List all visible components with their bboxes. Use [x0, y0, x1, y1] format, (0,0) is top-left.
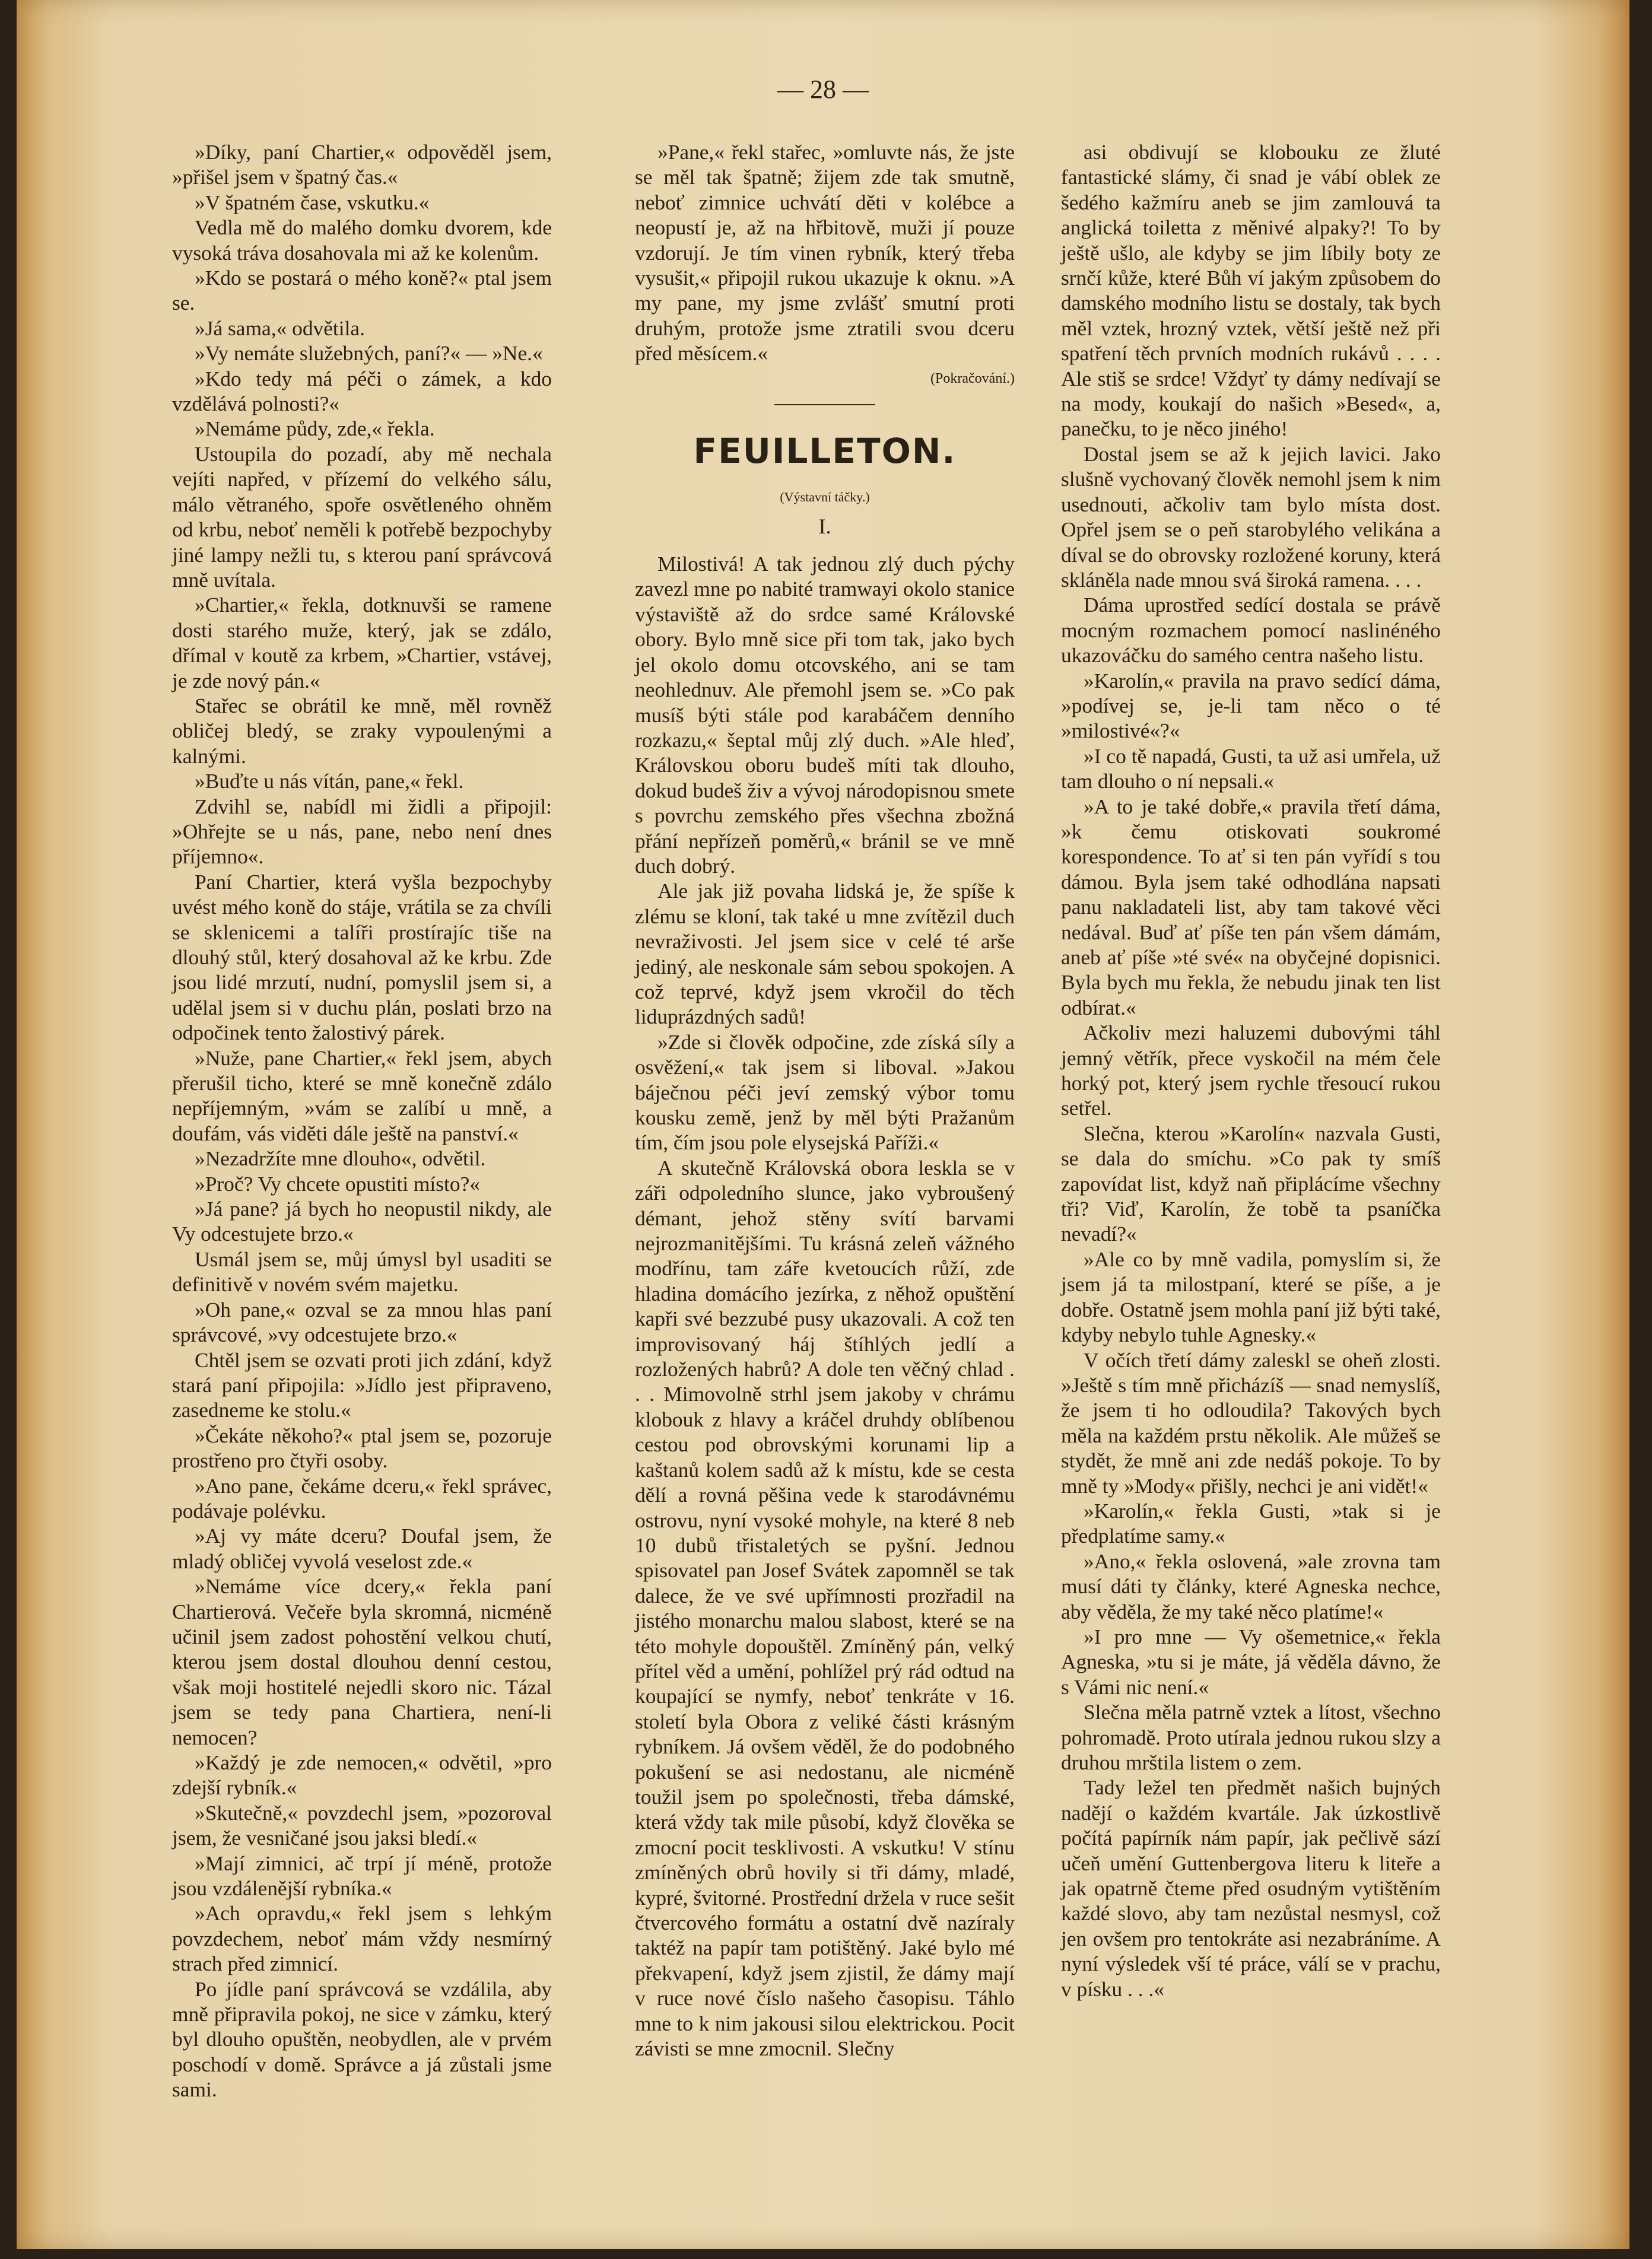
paragraph: »Proč? Vy chcete opustiti místo?«	[195, 1171, 480, 1196]
column-left	[172, 139, 552, 2102]
paragraph: »Skutečně,« povzdechl jsem, »pozoroval jsem, že vesničané jsou jaksi bledí.«	[172, 1800, 552, 1850]
paragraph: »Nemáme půdy, zde,« řekla.	[195, 417, 435, 441]
paragraph: »Chartier,« řekla, dotknuvši se ramene dosti starého muže, který, jak se zdálo, dřímal v koutě za krbem, »Chartier, vstávej, je zde nový pán.«	[172, 593, 552, 692]
paragraph: »Vy nemáte služebných, paní?« — »Ne.«	[195, 341, 543, 366]
feuilleton-body	[635, 551, 1015, 2061]
paragraph: »Kdo se postará o mého koně?« ptal jsem se.	[172, 266, 552, 315]
paragraph: »A to je také dobře,« pravila třetí dáma, »k čemu otiskovati soukromé korespondence. To ať si ten pán vyřídí s tou dámou. Byla jsem také odhodlána napsati panu nakladateli list, aby tam takové věci nedával. Buď ať píše ten pán všem dámám, aneb ať píše »té své« na obyčejné dopisnici. Byla bych mu řekla, že nebudu jinak ten list odbírat.«	[1061, 794, 1441, 1019]
paragraph: »Aj vy máte dceru? Doufal jsem, že mladý obličej vyvolá veselost zde.«	[172, 1524, 552, 1573]
page-number: — 28 —	[777, 75, 869, 104]
paragraph: »Ach opravdu,« řekl jsem s lehkým povzdechem, neboť mám vždy nesmírný strach před zimnicí.	[172, 1901, 552, 1976]
paragraph: Milostivá! A tak jednou zlý duch pýchy zavezl mne po nabité tramwayi okolo stanice výstaviště až do srdce samé Královské obory. Bylo mně sice při tom tak, jako bych jel okolo domu otcovského, ani se tam neohlednuv. Ale přemohl jsem se. »Co pak musíš býti stále pod karabáčem denního rozkazu,« šeptal můj zlý duch. »Ale hleď, Královskou oboru budeš míti tak dlouho, dokud budeš živ a vývoj národopisnou smete s povrchu zemského přes všechna zbožná přání nepřízeň poměrů,« bránil se ve mně duch dobrý.	[635, 552, 1015, 878]
paragraph: »Já sama,« odvětila.	[195, 316, 365, 340]
paragraph: V očích třetí dámy zaleskl se oheň zlosti. »Ještě s tím mně přicházíš — snad nemyslíš, že jsem ti ho odloudila? Takových bych měla na každém prstu několik. Ale můžeš se stydět, že mně ani zde nedáš pokoje. To by mně ty »Mody« přišly, nechci je ani vidět!«	[1061, 1348, 1441, 1498]
continued-note: (Pokračování.)	[930, 370, 1015, 386]
paragraph: A skutečně Královská obora leskla se v záři odpoledního slunce, jako vybroušený démant, jehož stěny svítí barvami nejrozmanitějšími. Tu krásná zeleň vážného modřínu, tam záře kvetoucích růží, zde hladina domácího jezírka, z něhož opuštění kapři své bezzubé pusy ukazovali. A což ten improvisovaný háj štíhlých jedlí a rozložených habrů? A dole ten věčný chlad . . . Mimovolně strhl jsem jakoby v chrámu klobouk z hlavy a kráčel druhdy oblíbenou cestou pod obrovskými korunami lip a kaštanů kolem sadů až k místu, kde se cesta dělí a rovná pěšina vede k starodávnému ostrovu, nyní vysoké mohyle, na které 8 neb 10 dubů třistaletých se pyšní. Jednou spisovatel pan Josef Svátek zapomněl se tak dalece, že ve své upřímnosti prozřadil na jistého monarchu malou slabost, které se na této mohyle dopouštěl. Zmíněný pán, velký přítel věd a umění, pohlížel prý rád odtud na koupající se nymfy, neboť tenkráte v 16. století byla Obora z veliké části krásným rybníkem. Já ovšem věděl, že do podobného pokušení se asi nedostanu, ale nicméně toužil jsem po společnosti, třeba dámské, která vždy tak mile působí, když člověka se zmocní pocit tesklivosti. A vskutku! V stínu zmíněných obrů hovily si tři dámy, mladé, kypré, švitorné. Prostřední držela v ruce sešit čtvercového formátu a ostatní dvě nazíraly taktéž na papír tam potištěný. Jaké bylo mé překvapení, když jsem zjistil, že dámy mají v ruce nové číslo našeho časopisu. Táhlo mne to k nim jakousi silou elektrickou. Pocit závisti se mne zmocnil. Slečny	[635, 1155, 1015, 2061]
feuilleton-heading: FEUILLETON.	[693, 431, 957, 472]
paragraph: Ale jak již povaha lidská je, že spíše k zlému se kloní, tak také u mne zvítězil duch nevraživosti. Jel jsem sice v celé té arše jediný, ale neskonale sám sebou spokojen. A což teprvé, když jsem vkročil do těch liduprázdných sadů!	[635, 879, 1015, 1029]
paragraph: Ustoupila do pozadí, aby mě nechala vejíti napřed, v přízemí do velkého sálu, málo větraného, spoře osvětleného ohněm od krbu, neboť neměli k potřebě bezpochyby jiné lampy nežli tu, s kterou paní správcová mně uvítala.	[172, 441, 552, 592]
newspaper-page	[17, 0, 1629, 2249]
paragraph: »Oh pane,« ozval se za mnou hlas paní správcové, »vy odcestujete brzo.«	[172, 1297, 552, 1347]
paragraph: »Nuže, pane Chartier,« řekl jsem, abych přerušil ticho, které se mně konečně zdálo nepříjemným, »vám se zalíbí u mně, a doufám, vás viděti dále ještě na panství.«	[172, 1046, 552, 1145]
paragraph: Paní Chartier, která vyšla bezpochyby uvést mého koně do stáje, vrátila se za chvíli se sklenicemi a talíři prostírajíc tiše na dlouhý stůl, který dosahoval až ke krbu. Zde jsou lidé mrzutí, nudní, pomyslil jsem si, a udělal jsem si v duchu plán, poslati brzo na odpočinek tento žalostivý párek.	[172, 869, 552, 1045]
section-number: I.	[818, 514, 831, 539]
paragraph: »Já pane? já bych ho neopustil nikdy, ale Vy odcestujete brzo.«	[172, 1197, 552, 1246]
column-middle	[635, 139, 1015, 2061]
paragraph: »V špatném čase, vskutku.«	[195, 190, 430, 214]
feuilleton-subtitle: (Výstavní táčky.)	[780, 490, 870, 505]
paragraph: »Ale co by mně vadila, pomyslím si, že jsem já ta milostpaní, které se píše, a je dobře. Ostatně jsem mohla paní již býti také, kdyby nebylo tuhle Agnesky.«	[1061, 1247, 1441, 1347]
paragraph: »I co tě napadá, Gusti, ta už asi umřela, už tam dlouho o ní nepsali.«	[1061, 744, 1441, 793]
paragraph: »Nezadržíte mne dlouho«, odvětil.	[195, 1146, 486, 1171]
paragraph: »Kdo tedy má péči o zámek, a kdo vzdělává polnosti?«	[172, 366, 552, 416]
column-right	[1061, 139, 1441, 2001]
paragraph: Tady ležel ten předmět našich bujných nadějí o každém kvartále. Jak úzkostlivě počítá papírník nám papír, jak pečlivě sází učeň umění Guttenbergova literu k liteře a jak opatrně čteme před osudným vytištěním každé slovo, aby tam nezůstal nesmysl, což jen ovšem pro tentokráte asi nezabráníme. A nyní výsledek vší té práce, válí se v prachu, v písku . . .«	[1061, 1775, 1441, 2001]
paragraph: »Karolín,« pravila na pravo sedící dáma, »podívej se, je-li tam něco o té »milostivé«?«	[1061, 668, 1441, 743]
paragraph: asi obdivují se klobouku ze žluté fantastické slámy, či snad je vábí oblek ze šedého kažmíru aneb se jim zamlouvá ta anglická toiletta z měnivé alpaky?! To by ještě ušlo, ale kdyby se jim líbily boty ze srnčí kůže, které Bůh ví jakým způsobem do damského modního listu se dostaly, tak bych měl vztek, hrozný vztek, větší ještě než při spatření těch prvních modních rukávů . . . . Ale stiš se srdce! Vždyť ty dámy nedívají se na mody, koukají do našich »Besed«, a, panečku, to je něco jiného!	[1061, 140, 1441, 441]
paragraph: »Každý je zde nemocen,« odvětil, »pro zdejší rybník.«	[172, 1750, 552, 1800]
paragraph: »Díky, paní Chartier,« odpověděl jsem, »přišel jsem v špatný čas.«	[172, 140, 552, 189]
paragraph: »Pane,« řekl stařec, »omluvte nás, že jste se měl tak špatně; žijem zde tak smutně, neboť zimnice uchvátí děti v kolébce a neopustí je, až na hřbitově, muži jí pouze vzdorují. Je tím vinen rybník, který třeba vysušit,« připojil rukou ukazuje k oknu. »A my pane, my jsme zvlášť smutní proti druhým, protože jsme ztratili svou dceru před měsícem.«	[635, 140, 1015, 366]
paragraph: Dáma uprostřed sedící dostala se právě mocným rozmachem pomocí naslinéného ukazováčku do samého centra našeho listu.	[1061, 593, 1441, 668]
paragraph: Po jídle paní správcová se vzdálila, aby mně připravila pokoj, ne sice v zámku, který byl dlouho opuštěn, neobydlen, ale v prvém poschodí v domě. Správce a já zůstali jsme sami.	[172, 1977, 552, 2102]
paragraph: »Buďte u nás vítán, pane,« řekl.	[195, 769, 464, 793]
paragraph: »Ano pane, čekáme dceru,« řekl správec, podávaje polévku.	[172, 1473, 552, 1523]
paragraph: Slečna měla patrně vztek a lítost, všechno pohromadě. Proto utírala jednou rukou slzy a druhou mrštila listem o zem.	[1061, 1700, 1441, 1774]
paragraph: Dostal jsem se až k jejich lavici. Jako slušně vychovaný člověk nemohl jsem k nim usednouti, ačkoliv tam bylo místa dost. Opřel jsem se o peň starobylého velikána a díval se do obrovsky rozložené koruny, která skláněla nade mnou svá široká ramena. . . .	[1061, 441, 1441, 592]
paragraph: Chtěl jsem se ozvati proti jich zdání, když stará paní připojila: »Jídlo jest připraveno, zasedneme ke stolu.«	[172, 1348, 552, 1422]
paragraph: Slečna, kterou »Karolín« nazvala Gusti, se dala do smíchu. »Co pak ty smíš zapovídat list, když naň připlácíme všechny tři? Viď, Karolín, že tobě ta psaníčka nevadí?«	[1061, 1121, 1441, 1246]
paragraph: »Mají zimnici, ač trpí jí méně, protože jsou vzdálenější rybníka.«	[172, 1851, 552, 1901]
paragraph: Ačkoliv mezi haluzemi dubovými táhl jemný větřík, přece vyskočil na mém čele horký pot, který jsem rychle třesoucí rukou setřel.	[1061, 1021, 1441, 1120]
paragraph: »Čekáte někoho?« ptal jsem se, pozoruje prostřeno pro čtyři osoby.	[172, 1423, 552, 1473]
paragraph: »Karolín,« řekla Gusti, »tak si je předplatíme samy.«	[1061, 1498, 1441, 1548]
paragraph: Zdvihl se, nabídl mi židli a připojil: »Ohřejte se u nás, pane, nebo není dnes příjemno«.	[172, 794, 552, 869]
paragraph: Usmál jsem se, můj úmysl byl usaditi se definitivě v novém svém majetku.	[172, 1247, 552, 1297]
paragraph: Stařec se obrátil ke mně, měl rovněž obličej bledý, se zraky vypoulenými a kalnými.	[172, 693, 552, 768]
section-divider	[774, 404, 875, 405]
paragraph: »Nemáme více dcery,« řekla paní Chartierová. Večeře byla skromná, nicméně učinil jsem zadost pohostění velkou chutí, kterou jsem dostal dlouhou denní cestou, však moji hostitelé nejedli skoro nic. Tázal jsem se tedy pana Chartiera, není-li nemocen?	[172, 1574, 552, 1749]
paragraph: »Ano,« řekla oslovená, »ale zrovna tam musí dáti ty články, které Agneska nechce, aby věděla, že my také něco platíme!«	[1061, 1549, 1441, 1623]
paragraph: Vedla mě do malého domku dvorem, kde vysoká tráva dosahovala mi až ke kolenům.	[172, 215, 552, 265]
paragraph: »Zde si člověk odpočine, zde získá síly a osvěžení,« tak jsem si liboval. »Jakou báječnou péči jeví zemský výbor tomu kousku země, jenž by měl býti Pražanům tím, čím jsou pole elysejská Paříži.«	[635, 1030, 1015, 1155]
paragraph: »I pro mne — Vy ošemetnice,« řekla Agneska, »tu si je máte, já věděla dávno, že s Vámi nic není.«	[1061, 1624, 1441, 1699]
story-continuation	[635, 139, 1015, 366]
